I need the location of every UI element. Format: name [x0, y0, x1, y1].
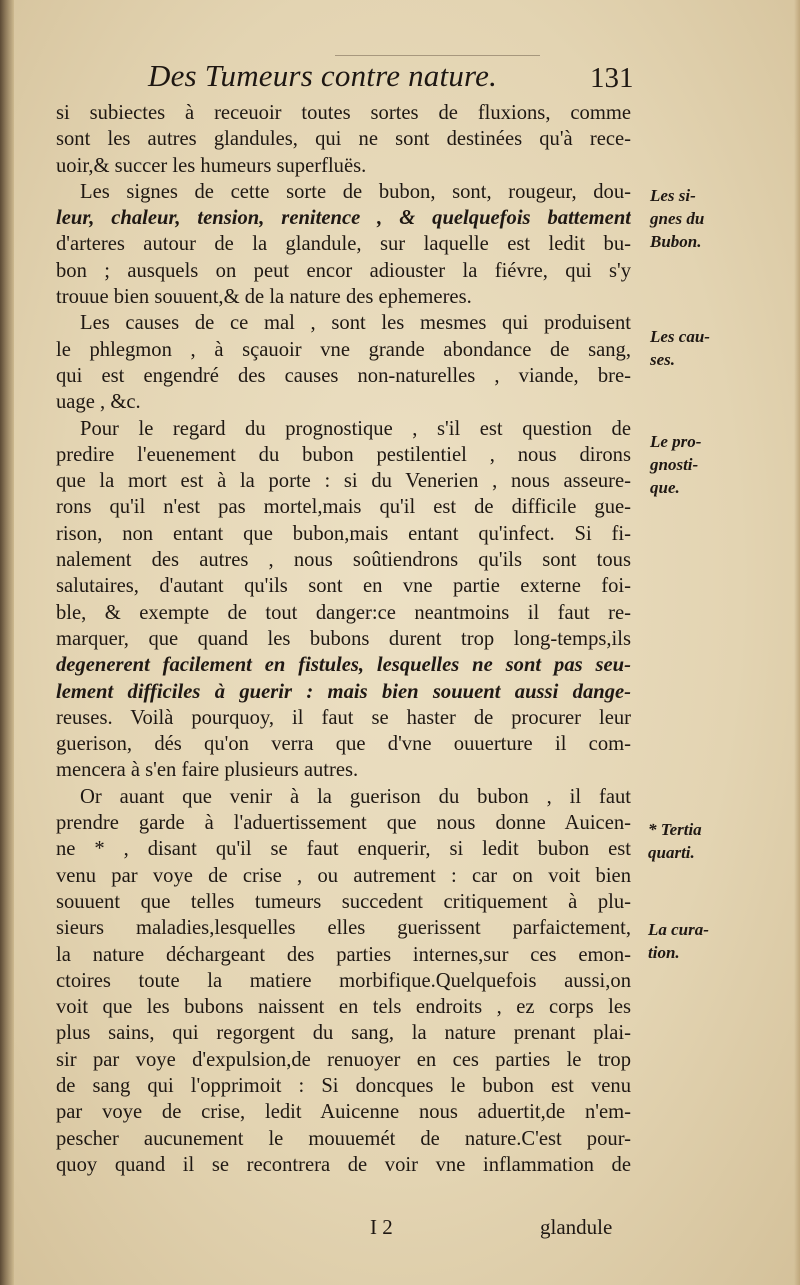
text-line: predire l'euenement du bubon pestilentiel , nous dirons — [56, 443, 631, 466]
text-line: bon ; ausquels on peut encor adiouster la fiévre, qui s'y — [56, 259, 631, 282]
main-text-block — [56, 100, 631, 1178]
header-rule — [335, 55, 540, 56]
page-number: 131 — [590, 62, 634, 94]
text-line: quoy quand il se recontrera de voir vne inflammation de — [56, 1153, 631, 1176]
text-line: nalement des autres , nous soûtiendrons qu'ils sont tous — [56, 549, 631, 572]
margin-note-tertia-quarti — [648, 818, 702, 864]
margin-note-line: Les cau- — [650, 327, 710, 346]
text-line: prendre garde à l'aduertissement que nous donne Auicen- — [56, 812, 631, 835]
page-edge — [794, 0, 800, 1285]
margin-note-line: gnes du — [650, 209, 705, 228]
text-line: lement difficiles à guerir : mais bien souuent aussi dange- — [56, 680, 631, 703]
text-line: plus sains, qui regorgent du sang, la nature prenant plai- — [56, 1022, 631, 1045]
margin-note-line: * Tertia — [648, 820, 702, 839]
text-line: que la mort est à la porte : si du Venerien , nous asseure- — [56, 470, 631, 493]
text-line: le phlegmon , à sçauoir vne grande abondance de sang, — [56, 338, 631, 361]
text-line: voit que les bubons naissent en tels endroits , ez corps les — [56, 996, 631, 1019]
margin-note-line: gnosti- — [650, 455, 699, 474]
text-line: trouue bien souuent,& de la nature des ephemeres. — [56, 286, 472, 309]
margin-note-curation — [648, 918, 709, 964]
text-line: ble, & exempte de tout danger:ce neantmoins il faut re- — [56, 601, 631, 624]
text-line: la nature déchargeant des parties internes,sur ces emon- — [56, 943, 631, 966]
text-line: guerison, dés qu'on verra que d'vne ouuerture il com- — [56, 733, 631, 756]
text-line: par voye de crise, ledit Auicenne nous aduertit,de n'em- — [56, 1101, 631, 1124]
margin-note-line: quarti. — [648, 843, 695, 862]
catchword: glandule — [540, 1215, 613, 1239]
margin-note-signes — [650, 184, 704, 253]
text-line: de sang qui l'opprimoit : Si doncques le bubon est venu — [56, 1074, 631, 1097]
text-line: Or auant que venir à la guerison du bubon , il faut — [80, 785, 631, 808]
text-line: leur, chaleur, tension, renitence , & quelquefois battement — [56, 207, 631, 230]
margin-note-line: tion. — [648, 943, 680, 962]
text-line: Pour le regard du prognostique , s'il est question de — [80, 417, 631, 440]
text-line: ctoires toute la matiere morbifique.Quelquefois aussi,on — [56, 969, 631, 992]
text-line: Les causes de ce mal , sont les mesmes qui produisent — [80, 312, 631, 335]
text-line: mencera à s'en faire plusieurs autres. — [56, 759, 359, 782]
margin-note-prognostique — [650, 430, 701, 499]
text-line: marquer, que quand les bubons durent trop long-temps,ils — [56, 627, 631, 650]
margin-note-line: La cura- — [648, 920, 709, 939]
margin-note-causes — [650, 325, 710, 371]
text-line: sir par voye d'expulsion,de renuoyer en ces parties le trop — [56, 1048, 631, 1071]
margin-note-line: Bubon. — [650, 232, 702, 251]
margin-note-line: que. — [650, 478, 680, 497]
text-line: pescher aucunement le mouuemét de nature.C'est pour- — [56, 1127, 631, 1150]
text-line: sieurs maladies,lesquelles elles guerissent parfaictement, — [56, 917, 631, 940]
binding-gutter — [0, 0, 14, 1285]
text-line: degenerent facilement en fistules, lesquelles ne sont pas seu- — [56, 654, 631, 677]
signature-mark: I 2 — [370, 1215, 393, 1239]
text-line: souuent que telles tumeurs succedent critiquement à plu- — [56, 890, 631, 913]
margin-note-line: ses. — [650, 350, 676, 369]
margin-note-line: Le pro- — [650, 432, 702, 451]
text-line: si subiectes à receuoir toutes sortes de fluxions, comme — [56, 102, 631, 124]
text-line: uoir,& succer les humeurs superfluës. — [56, 154, 367, 177]
running-title: Des Tumeurs contre nature. — [148, 58, 498, 93]
text-line: ne * , disant qu'il se faut enquerir, si ledit bubon est — [56, 838, 631, 861]
text-line: uage , &c. — [56, 391, 141, 414]
text-line: rons qu'il n'est pas mortel,mais qu'il est de difficile gue- — [56, 496, 631, 519]
text-line: sont les autres glandules, qui ne sont destinées qu'à rece- — [56, 128, 631, 151]
text-line: reuses. Voilà pourquoy, il faut se haster de procurer leur — [56, 706, 631, 729]
text-line: rison, non entant que bubon,mais entant qu'infect. Si fi- — [56, 522, 631, 545]
text-line: qui est engendré des causes non-naturelles , viande, bre- — [56, 364, 631, 387]
text-line: d'arteres autour de la glandule, sur laquelle est ledit bu- — [56, 233, 631, 256]
text-line: Les signes de cette sorte de bubon, sont, rougeur, dou- — [80, 180, 631, 203]
text-line: venu par voye de crise , ou autrement : car on voit bien — [56, 864, 631, 887]
margin-note-line: Les si- — [650, 186, 696, 205]
text-line: salutaires, d'autant qu'ils sont en vne partie externe foi- — [56, 575, 631, 598]
